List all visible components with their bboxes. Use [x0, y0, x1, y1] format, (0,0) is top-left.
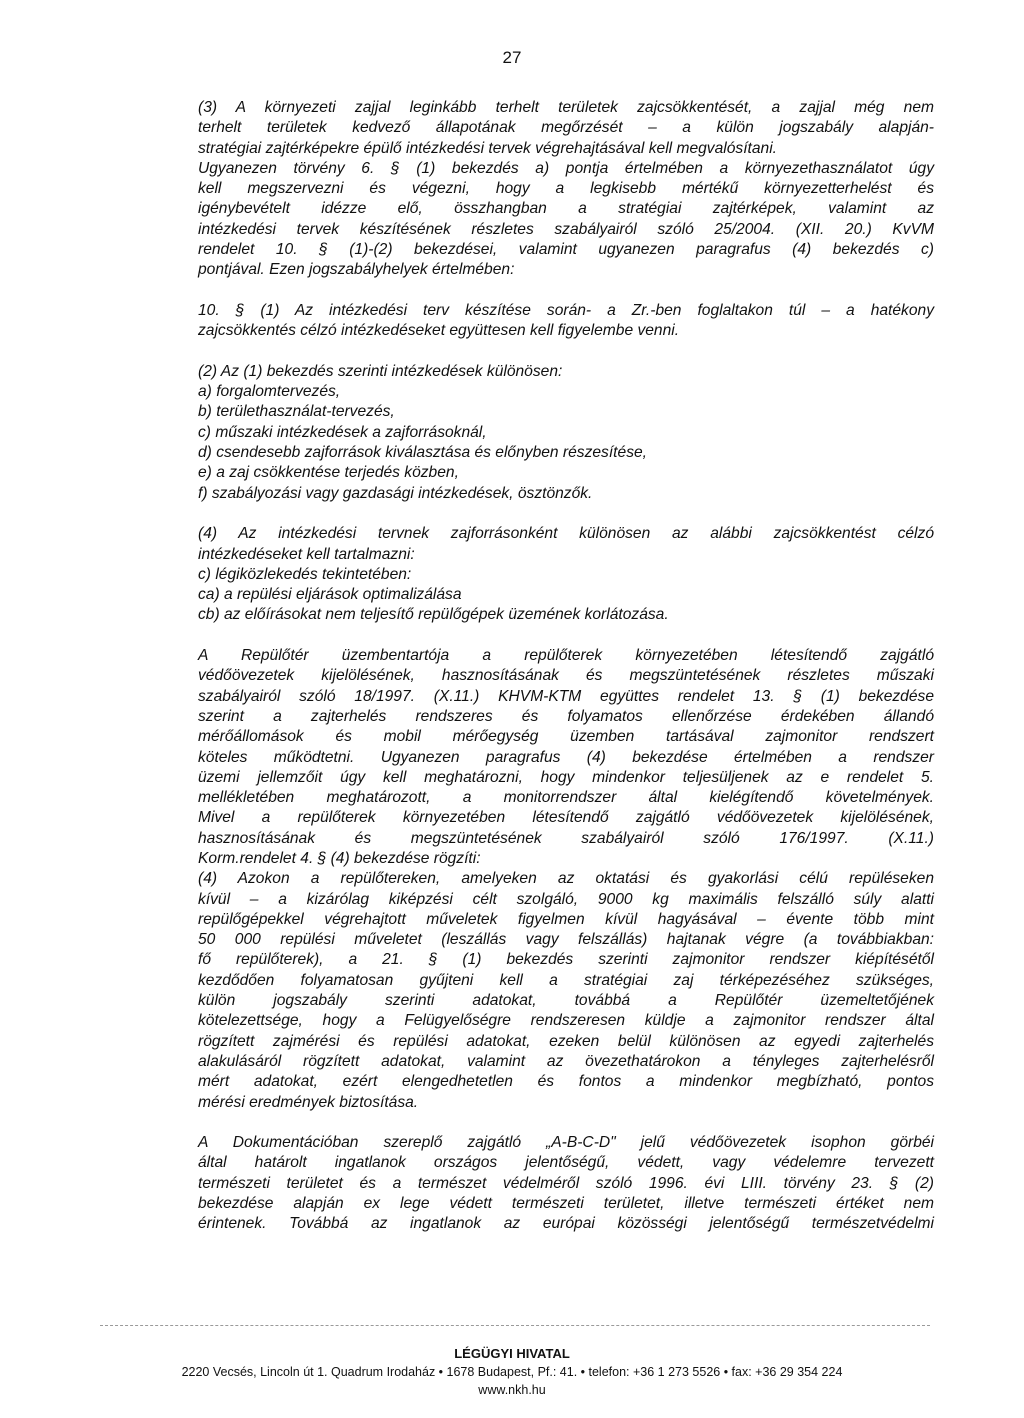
text-line: rögzített zajmérési és repülési adatokat, ezeken belül különösen az egyedi zajterhelés	[198, 1032, 934, 1050]
text-line: intézkedéseket kell tartalmazni:	[198, 545, 415, 563]
text-line: repülőgépekkel végrehajtott műveletek figyelmen kívül hagyásával – évente több mint	[198, 910, 934, 928]
paragraph	[198, 301, 934, 342]
text-line: Korm.rendelet 4. § (4) bekezdése rögzíti:	[198, 849, 481, 867]
text-line: Mivel a repülőterek környezetében létesítendő zajgátló védőövezetek kijelölésének,	[198, 809, 934, 827]
text-line: pontjával. Ezen jogszabályhelyek értelmében:	[198, 261, 515, 279]
text-line: kezdődően folyamatosan gyűjteni kell a stratégiai zaj térképezéséhez szükséges,	[198, 971, 934, 989]
text-line: mérési eredmények biztosítása.	[198, 1093, 419, 1111]
text-line: szerint a zajterhelés rendszeres és folyamatos ellenőrzése érdekében állandó	[198, 707, 934, 725]
text-line: rendelet 10. § (1)-(2) bekezdései, valamint ugyanezen paragrafus (4) bekezdés c)	[198, 241, 934, 259]
text-line: szabályairól szóló 18/1997. (X.11.) KHVM-KTM együttes rendelet 13. § (1) bekezdése	[198, 687, 934, 705]
text-line: fő repülőterek), a 21. § (1) bekezdés szerinti zajmonitor rendszer kiépítésétől	[198, 951, 934, 969]
text-line: külön jogszabály szerinti adatokat, továbbá a Repülőtér üzemeltetőjének	[198, 992, 934, 1010]
text-line: terhelt területek kedvező állapotának megőrzését – a külön jogszabály alapján-	[198, 119, 934, 137]
list-item: a) forgalomtervezés,	[198, 383, 341, 401]
text-line: zajcsökkentés célzó intézkedéseket együttesen kell figyelembe venni.	[198, 322, 680, 340]
footer-website-link[interactable]: www.nkh.hu	[478, 1383, 546, 1397]
list-item: f) szabályozási vagy gazdasági intézkedések, ösztönzők.	[198, 484, 593, 502]
document-body	[198, 98, 934, 1235]
text-line: kell megszervezni és végezni, hogy a legkisebb mértékű környezetterhelést és	[198, 180, 934, 198]
text-line: igénybevételt idézze elő, összhangban a stratégiai zajtérképek, valamint az	[198, 200, 934, 218]
paragraph	[198, 646, 934, 1113]
paragraph	[198, 362, 934, 504]
text-line: mérőállomások és mobil mérőegység üzemben tartásával zajmonitor rendszert	[198, 728, 934, 746]
paragraph	[198, 98, 934, 281]
text-line: A Repülőtér üzembentartója a repülőterek környezetében létesítendő zajgátló	[198, 647, 934, 665]
text-line: 10. § (1) Az intézkedési terv készítése során- a Zr.-ben foglaltakon túl – a hatékony	[198, 301, 934, 319]
list-item: b) területhasználat-tervezés,	[198, 403, 395, 421]
text-line: (3) A környezeti zajjal leginkább terhelt területek zajcsökkentését, a zajjal még nem	[198, 99, 934, 116]
text-line: alakulásáról rögzített adatokat, valamint az övezethatárokon a tényleges zajterhelésről	[198, 1052, 934, 1070]
text-line: A Dokumentációban szereplő zajgátló „A-B-C-D" jelű védőövezetek isophon görbéi	[198, 1134, 934, 1152]
text-line: üzemi jellemzőit úgy kell meghatározni, hogy mindenkor teljesüljenek az e rendelet 5.	[198, 768, 934, 786]
footer-divider	[100, 1325, 930, 1326]
text-line: kívül – a kizárólag kiképzési célt szolgáló, 9000 kg maximális felszálló súly alatti	[198, 890, 934, 908]
list-item: ca) a repülési eljárások optimalizálása	[198, 586, 462, 604]
text-line: bekezdése alapján ex lege védett természeti területet, illetve természeti értéket nem	[198, 1195, 934, 1213]
text-line: természeti területet és a természet védelméről szóló 1996. évi LIII. törvény 23. § (2)	[198, 1174, 934, 1192]
list-item: c) műszaki intézkedések a zajforrásoknál,	[198, 423, 487, 441]
text-line: intézkedési tervek készítésének részletes szabályairól szóló 25/2004. (XII. 20.) KvVM	[198, 220, 934, 238]
list-item: c) légiközlekedés tekintetében:	[198, 565, 412, 583]
text-line: érintenek. Továbbá az ingatlanok az európai közösségi jelentőségű természetvédelmi	[198, 1215, 934, 1233]
list-item: cb) az előírásokat nem teljesítő repülőgépek üzemének korlátozása.	[198, 606, 669, 624]
page-number: 27	[502, 48, 522, 67]
text-line: (2) Az (1) bekezdés szerinti intézkedések különösen:	[198, 362, 563, 380]
text-line: mért adatokat, ezért elengedhetetlen és fontos a mindenkor megbízható, pontos	[198, 1073, 934, 1091]
text-line: kötelezettsége, hogy a Felügyelőségre rendszeresen küldje a zajmonitor rendszer által	[198, 1012, 934, 1030]
text-line: köteles működtetni. Ugyanezen paragrafus (4) bekezdése értelmében a rendszer	[198, 748, 934, 766]
text-line: 50 000 repülési műveletet (leszállás vagy felszállás) hajtanak végre (a továbbiakban:	[198, 931, 934, 949]
text-line: stratégiai zajtérképekre épülő intézkedési tervek végrehajtásával kell megvalósítani.	[198, 139, 778, 157]
text-line: (4) Azokon a repülőtereken, amelyeken az oktatási és gyakorlási célú repüléseken	[198, 870, 934, 888]
text-line: Ugyanezen törvény 6. § (1) bekezdés a) pontja értelmében a környezethasználatot úgy	[198, 159, 934, 177]
paragraph	[198, 524, 934, 625]
list-item: d) csendesebb zajforrások kiválasztása és előnyben részesítése,	[198, 444, 647, 462]
text-line: védőövezetek kijelölésének, hasznosításának és megszüntetésének részletes műszaki	[198, 667, 934, 685]
footer	[0, 1345, 1024, 1399]
text-line: mellékletében meghatározott, a monitorrendszer által kielégítendő követelmények.	[198, 789, 934, 807]
text-line: hasznosításának és megszüntetésének szabályairól szóló 176/1997. (X.11.)	[198, 829, 934, 847]
text-line: (4) Az intézkedési tervnek zajforrásonként különösen az alábbi zajcsökkentést célzó	[198, 525, 934, 543]
footer-address: 2220 Vecsés, Lincoln út 1. Quadrum Irodaház • 1678 Budapest, Pf.: 41. • telefon: +36 1 273 5526 • fax: +36 29 354 224	[181, 1365, 843, 1379]
paragraph	[198, 1133, 934, 1234]
text-line: által határolt ingatlanok országos jelentőségű, védett, vagy védelemre tervezett	[198, 1154, 934, 1172]
list-item: e) a zaj csökkentése terjedés közben,	[198, 464, 459, 482]
footer-organization: LÉGÜGYI HIVATAL	[454, 1346, 570, 1361]
